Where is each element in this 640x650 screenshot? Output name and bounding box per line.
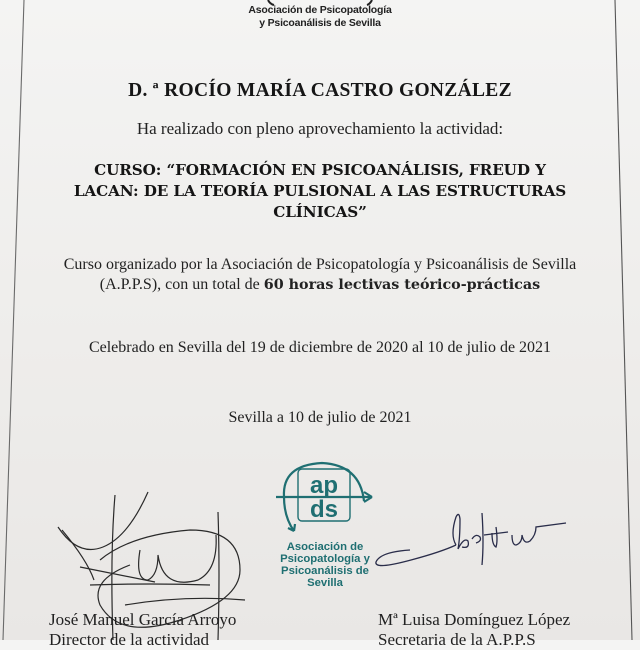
stamp-logo-bottom: ds <box>309 496 339 523</box>
logo-fragment-icon <box>0 0 640 6</box>
signatory-director <box>49 610 236 650</box>
intro-text: Ha realizado con pleno aprovechamiento la actividad: <box>136 119 504 138</box>
organization-name-line1: Asociación de Psicopatología <box>248 4 392 16</box>
signatory-secretary-name: Mª Luisa Domínguez López <box>378 610 571 629</box>
course-title-line2: LACAN: DE LA TEORÍA PULSIONAL A LAS ESTRUCTURAS <box>73 182 567 200</box>
course-title-line3: CLÍNICAS” <box>273 203 367 221</box>
issue-place-date: Sevilla a 10 de julio de 2021 <box>228 409 412 426</box>
organization-header <box>0 4 640 30</box>
organizer-text <box>0 255 640 295</box>
organization-name-line2: y Psicoanálisis de Sevilla <box>259 17 381 29</box>
stamp-text-line4: Sevilla <box>307 577 343 589</box>
course-hours: 60 horas lectivas teórico-prácticas <box>263 277 541 293</box>
signature-right-icon <box>372 505 572 575</box>
stamp-text-line1: Asociación de <box>286 541 364 553</box>
recipient-name: D. ª ROCÍO MARÍA CASTRO GONZÁLEZ <box>128 80 512 101</box>
course-title-line1: CURSO: “FORMACIÓN EN PSICOANÁLISIS, FREUD Y <box>94 161 546 179</box>
course-dates: Celebrado en Sevilla del 19 de diciembre de 2020 al 10 de julio de 2021 <box>88 339 552 356</box>
signatory-secretary <box>378 610 570 650</box>
signatory-director-role: Director de la actividad <box>49 630 210 649</box>
organizer-line1: Curso organizado por la Asociación de Psicopatología y Psicoanálisis de Sevilla <box>63 256 577 273</box>
signatory-director-name: José Manuel García Arroyo <box>49 610 237 629</box>
stamp-text-line3: Psicoanálisis de <box>281 565 369 577</box>
organizer-line2 <box>0 275 640 295</box>
stamp-logo-top: ap <box>309 472 339 499</box>
signatory-secretary-role: Secretaria de la A.P.P.S <box>378 630 536 649</box>
organizer-line2-prefix: (A.P.P.S), con un total de <box>99 276 264 293</box>
course-title <box>0 160 640 223</box>
stamp-text-line2: Psicopatología y <box>280 553 370 565</box>
stamp-text <box>258 541 392 589</box>
